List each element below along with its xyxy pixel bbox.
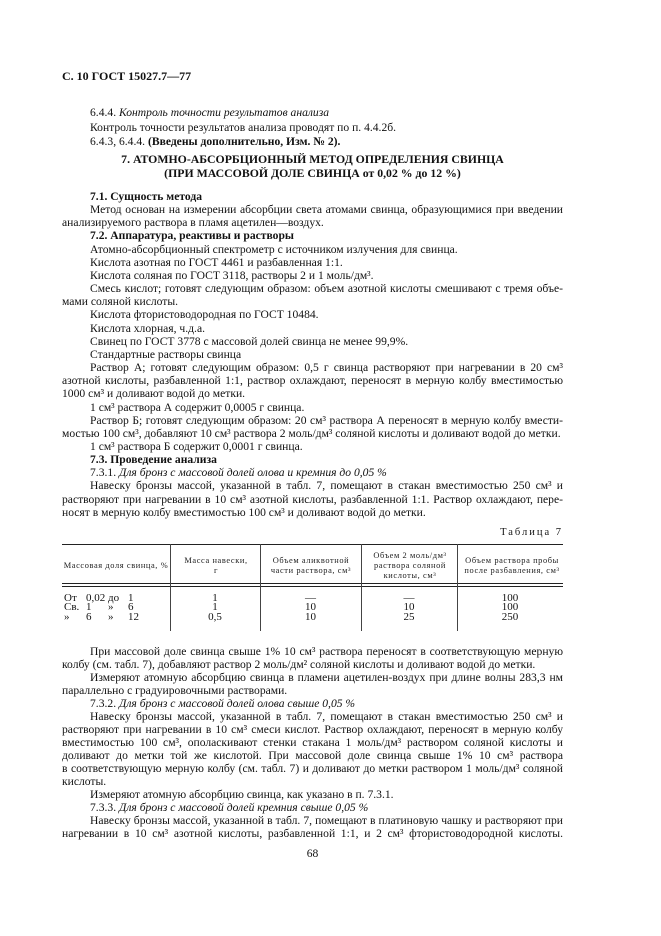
section-title: 7.2. Аппаратура, реактивы и растворы [90, 229, 294, 243]
table-caption: Таблица 7 [500, 527, 563, 538]
cell-part: » [64, 610, 70, 623]
table-cell-mass: 1 [212, 592, 218, 604]
text-line: в соответствующую мерную колбу (см. табл. 7) и доливают до метки раствором 1 моль/дм³ соляной [62, 762, 563, 775]
table-cell-aliquot: 10 [305, 601, 316, 614]
table-cell-aliquot: — [305, 592, 316, 604]
subsection-title: Контроль точности результатов анализа [118, 106, 330, 119]
item-number: 7.3.1. [90, 466, 119, 480]
paragraph-heading [62, 697, 563, 710]
paragraph-heading [62, 106, 563, 121]
table-cell-hcl: 10 [403, 601, 415, 614]
cell-part: до [108, 592, 120, 604]
section-7-heading [62, 153, 563, 180]
paragraph-heading [62, 190, 563, 203]
text-line: параллельно с градуировочными растворами. [62, 684, 288, 697]
text-line: Контроль точности результатов анализа проводят по п. 4.4.2б. [90, 120, 397, 134]
text-line: Навеску бронзы массой, указанной в табл. 7, помещают в платиновую чашку и растворяют при [90, 814, 563, 827]
text-line: колбу (см. табл. 7), добавляют раствор 2 моль/дм² соляной кислоты и доливают водой до метки. [62, 658, 536, 671]
text-line: Навеску бронзы массой, указанной в табл. 7, помещают в стакан вместимостью 250 см³ и [90, 710, 563, 723]
text-line: Раствор А; готовят следующим образом: 0,5 г свинца растворяют при нагревании в 20 см³ [90, 361, 563, 375]
paragraph-heading [62, 801, 563, 814]
item-number: 7.3.3. [90, 801, 119, 814]
text-line: 1 см³ раствора Б содержит 0,0001 г свинца. [90, 439, 303, 453]
table-header-volume: Объем раствора пробы после разбавления, см³ [464, 556, 560, 575]
paragraph-heading [62, 453, 563, 466]
text-line: нагревании в 10 см³ азотной кислоты, разбавленной 1:1, и 2 см³ фтористоводородной кислоты. [62, 827, 563, 840]
table-cell-mass-fraction [64, 594, 164, 603]
paragraph-heading [62, 229, 563, 242]
cell-part: 6 [86, 610, 92, 623]
page-number: 68 [306, 847, 319, 860]
heading-line: 7. АТОМНО-АБСОРБЦИОННЫЙ МЕТОД ОПРЕДЕЛЕНИЯ СВИНЦА [121, 152, 504, 166]
cell-part: 1 [128, 592, 134, 604]
cell-part: 6 [128, 601, 134, 614]
cell-part: От [64, 592, 77, 604]
text-line: анализируемого раствора в пламя ацетилен—воздух. [62, 216, 324, 230]
subsection-title: Для бронз с массовой долей олова и кремния до 0,05 % [118, 466, 387, 480]
cell-part: 0,02 [86, 592, 106, 604]
table-cell-mass: 1 [212, 601, 218, 614]
text-line: Кислота соляная по ГОСТ 3118, растворы 2 и 1 моль/дм³. [90, 268, 374, 282]
text-line: Навеску бронзы массой, указанной в табл. 7, помещают в стакан вместимостью 250 см³ и [90, 479, 563, 493]
text-line: Смесь кислот; готовят следующим образом: объем азотной кислоты смешивают с тремя объе- [90, 282, 563, 296]
text-line: Кислота хлорная, ч.д.а. [90, 321, 205, 335]
text-line: При массовой доле свинца свыше 1% 10 см³ раствора переносят в соответствующую мерную [90, 645, 563, 658]
item-number: 6.4.4. [90, 106, 119, 119]
cell-part: Св. [64, 601, 80, 614]
text-line: Метод основан на измерении абсорбции света атомами свинца, образующимися при введении [90, 203, 563, 217]
cell-part: 1 [86, 601, 92, 614]
section-7-text [62, 190, 563, 519]
text-line: азотной кислоты, разбавленной 1:1, раствор охлаждают, переносят в мерную колбу вместимостью [62, 374, 563, 388]
cell-part: 12 [128, 610, 139, 623]
paragraph-heading [62, 135, 563, 150]
table-cell-volume: 100 [501, 601, 519, 614]
section-7-3-text [62, 645, 563, 840]
section-title: 7.1. Сущность метода [90, 190, 203, 203]
table-header-mass-fraction: Массовая доля свинца, % [63, 561, 169, 570]
text-line: Измеряют атомную абсорбцию свинца в пламени ацетилен-воздух при длине волны 283,3 нм [90, 671, 563, 684]
table-7 [62, 544, 563, 631]
section-title: (Введены дополнительно, Изм. № 2). [147, 135, 341, 148]
text-line: Кислота фтористоводородная по ГОСТ 10484. [90, 308, 319, 322]
table-header-hcl: Объем 2 моль/дм³ раствора соляной кислоты, см³ [373, 551, 447, 580]
paragraph-heading [62, 466, 563, 479]
text-line: растворяют при нагревании в 10 см³ смеси кислот. Раствор охлаждают, переносят в мерную колбу [62, 723, 563, 736]
text-line: кислоты. [62, 775, 107, 788]
table-header-sample-mass: Масса навески, г [184, 556, 248, 575]
text-line: Атомно-абсорбционный спектрометр с источником излучения для свинца. [90, 242, 458, 256]
item-number: 7.3.2. [90, 697, 119, 710]
text-line: 1000 см³ и доливают водой до метки. [62, 387, 246, 401]
table-cell-volume: 250 [501, 610, 519, 623]
text-line: доливают до метки той же кислотой. При массовой доле свинца свыше 1% 10 см³ раствора [62, 749, 563, 762]
table-cell-mass-fraction [64, 603, 164, 612]
table-cell-volume: 100 [501, 592, 519, 604]
text-line: Измеряют атомную абсорбцию свинца, как указано в п. 7.3.1. [90, 788, 394, 801]
cell-part: » [108, 601, 114, 614]
text-line: мами соляной кислоты. [62, 295, 179, 309]
text-line: Свинец по ГОСТ 3778 с массовой долей свинца не менее 99,9%. [90, 334, 409, 348]
text-line: Кислота азотная по ГОСТ 4461 и разбавленная 1:1. [90, 255, 343, 269]
cell-part: » [108, 610, 114, 623]
item-number: 6.4.3, 6.4.4. [90, 135, 148, 148]
subsection-title: Для бронз с массовой долей олова свыше 0,05 % [118, 697, 356, 710]
text-line: носят в мерную колбу вместимостью 100 см³ и доливают водой до метки. [62, 505, 426, 519]
table-cell-aliquot: 10 [305, 610, 316, 623]
text-line: 1 см³ раствора А содержит 0,0005 г свинца. [90, 400, 305, 414]
text-line: Стандартные растворы свинца [90, 347, 242, 361]
heading-line: (ПРИ МАССОВОЙ ДОЛЕ СВИНЦА от 0,02 % до 12 %) [164, 165, 461, 180]
text-line: мостью 100 см³, добавляют 10 см³ раствора 2 моль/дм³ соляной кислоты и доливают водой до метки. [62, 426, 561, 440]
subsection-title: Для бронз с массовой долей кремния свыше 0,05 % [118, 801, 369, 814]
text-line: Раствор Б; готовят следующим образом: 20 см³ раствора А переносят в мерную колбу вмести- [90, 413, 563, 427]
section-6-4 [62, 106, 563, 150]
page-header: С. 10 ГОСТ 15027.7—77 [62, 69, 192, 83]
table-cell-mass: 0,5 [208, 610, 222, 623]
text-line: вместимостью 100 см³, ополаскивают стенки стакана 1 моль/дм³ раствором соляной кислоты и [62, 736, 563, 749]
table-cell-hcl: 25 [403, 610, 415, 623]
table-cell-hcl: — [403, 592, 415, 604]
text-line: растворяют при нагревании в 10 см³ азотной кислоты, разбавленной 1:1. Раствор охлаждают, пере- [62, 492, 563, 506]
section-title: 7.3. Проведение анализа [90, 453, 217, 467]
table-header-aliquot: Объем аликвотной части раствора, см³ [270, 556, 352, 575]
table-cell-mass-fraction [64, 610, 164, 623]
